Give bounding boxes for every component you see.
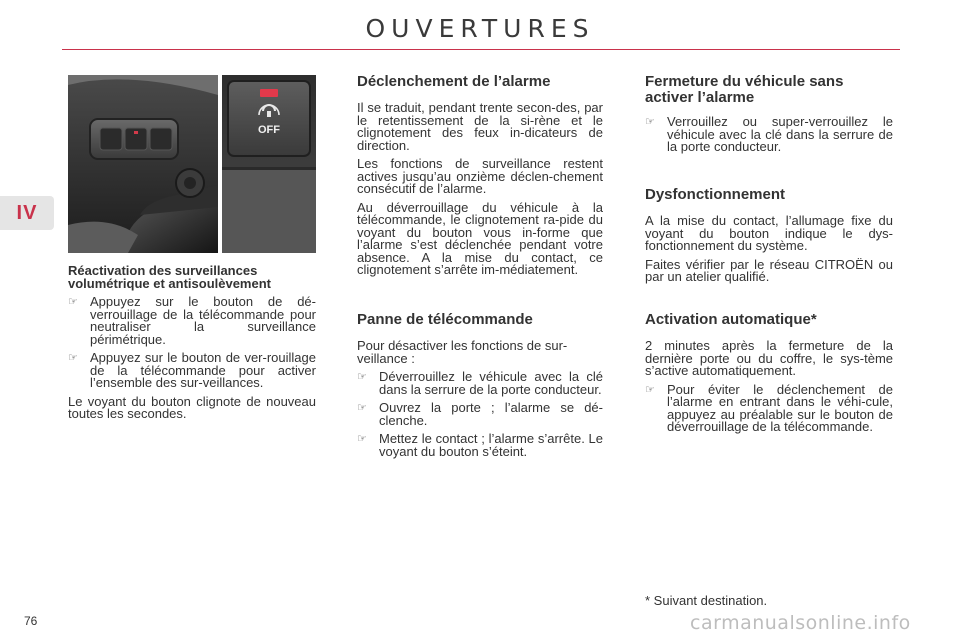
list-item: ☞ Pour éviter le déclenchement de l’alarme en entrant dans le véhi-cule, appuyez au préalable sur le bouton de déverrouillage de la télécommande.	[645, 381, 893, 434]
pointing-hand-icon: ☞	[645, 116, 655, 128]
pointing-hand-icon: ☞	[68, 352, 78, 364]
auto-activation-heading: Activation automatique*	[645, 311, 817, 328]
chapter-tab	[0, 196, 54, 230]
reactivation-heading: Réactivation des surveillances volumétrique et antisoulèvement	[68, 263, 271, 291]
right-column-section2	[645, 187, 893, 290]
paragraph: A la mise du contact, l’allumage fixe du voyant du bouton indique le dys-fonctionnement du système.	[645, 213, 893, 253]
page-number: 76	[24, 614, 38, 628]
steering-stalk-photo	[68, 75, 218, 253]
alarm-button-closeup	[222, 75, 316, 253]
middle-column	[357, 74, 603, 283]
stalk-illustration	[68, 75, 218, 253]
remote-failure-heading: Panne de télécommande	[357, 311, 533, 328]
malfunction-heading: Dysfonctionnement	[645, 186, 786, 203]
paragraph: Au déverrouillage du véhicule à la télécommande, le clignotement ra-pide du voyant du bouton vous in-forme que l’alarme s’est déclenchée pendant votre absence. A la mise du contact, ce clignotement s’arrête im-médiatement.	[357, 199, 603, 277]
paragraph: Faites vérifier par le réseau CITROËN ou par un atelier qualifié.	[645, 256, 893, 284]
page-title: OUVERTURES	[365, 14, 595, 43]
list-item: ☞ Mettez le contact ; l’alarme s’arrête. Le voyant du bouton s’éteint.	[357, 431, 603, 459]
pointing-hand-icon: ☞	[68, 296, 78, 308]
list-item: ☞ Appuyez sur le bouton de ver-rouillage de la télécommande pour activer l’ensemble des sur-veillances.	[68, 350, 316, 390]
list-item: ☞ Appuyez sur le bouton de dé-verrouillage de la télécommande pour neutraliser la surveillance périmétrique.	[68, 294, 316, 347]
right-column	[645, 74, 893, 160]
pointing-hand-icon: ☞	[357, 433, 367, 445]
footnote: * Suivant destination.	[645, 593, 768, 608]
list-item: ☞ Ouvrez la porte ; l’alarme se dé-clenche.	[357, 400, 603, 428]
chapter-label: IV	[16, 201, 38, 224]
watermark: carmanualsonline.info	[690, 612, 911, 634]
paragraph: Le voyant du bouton clignote de nouveau toutes les secondes.	[68, 393, 316, 421]
paragraph: 2 minutes après la fermeture de la dernière porte ou du coffre, le sys-tème s’active automatiquement.	[645, 338, 893, 378]
alarm-trigger-heading: Déclenchement de l’alarme	[357, 73, 551, 90]
list-item: ☞ Déverrouillez le véhicule avec la clé dans la serrure de la porte conducteur.	[357, 369, 603, 397]
middle-column-section2	[357, 312, 603, 464]
pointing-hand-icon: ☞	[357, 402, 367, 414]
list-item: ☞ Verrouillez ou super-verrouillez le véhicule avec la clé dans la serrure de la porte conducteur.	[645, 114, 893, 154]
paragraph: Il se traduit, pendant trente secon-des, par le retentissement de la si-rène et le clignotement des feux in-dicateurs de direction.	[357, 100, 603, 153]
pointing-hand-icon: ☞	[645, 383, 655, 396]
alarm-button-illustration	[222, 75, 316, 253]
title-divider	[62, 49, 900, 50]
right-column-section3	[645, 312, 893, 440]
off-label: OFF	[258, 124, 280, 136]
left-column	[68, 264, 316, 427]
lock-without-alarm-heading: Fermeture du véhicule sans activer l’alarme	[645, 73, 844, 106]
pointing-hand-icon: ☞	[357, 371, 367, 383]
paragraph: Pour désactiver les fonctions de sur-veillance :	[357, 338, 568, 366]
paragraph: Les fonctions de surveillance restent actives jusqu’au onzième déclen-chement consécutif de l’alarme.	[357, 156, 603, 196]
